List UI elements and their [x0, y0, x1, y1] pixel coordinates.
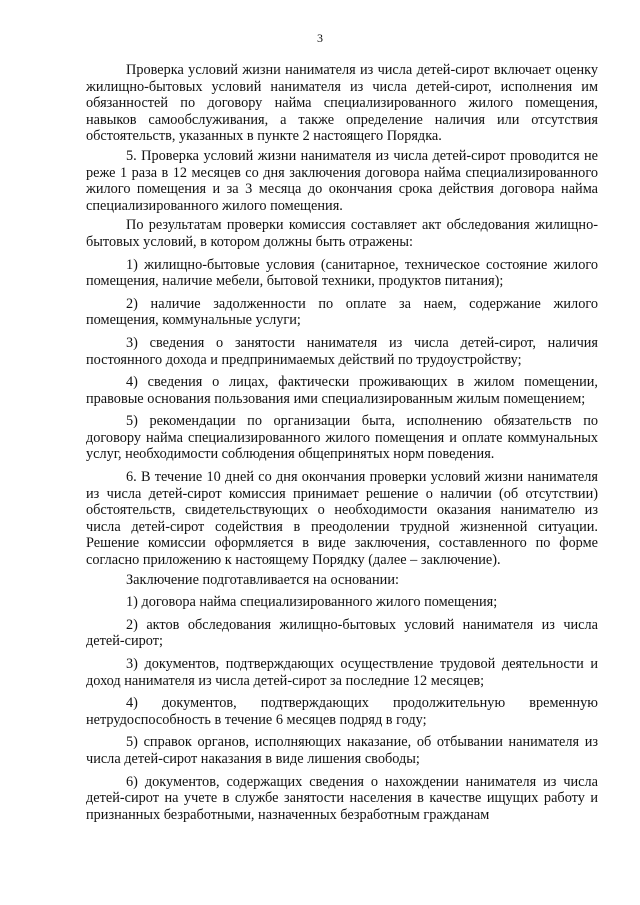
paragraph-intro: Проверка условий жизни нанимателя из числа детей-сирот включает оценку жилищно-бытовых условий нанимателя из числа детей-сирот, исполнения им обязанностей по договору найма специализированного жилого помещения, навыков самообслуживания, а также определение наличия или отсутствия обстоятельств, указанных в пункте 2 настоящего Порядка.	[86, 62, 598, 145]
list-item-act-1: 1) жилищно-бытовые условия (санитарное, техническое состояние жилого помещения, наличие мебели, бытовой техники, продуктов питания);	[86, 256, 598, 290]
list-item-basis-4: 4) документов, подтверждающих продолжительную временную нетрудоспособность в течение 6 месяцев подряд в году;	[86, 695, 598, 728]
page-number: 3	[317, 31, 323, 45]
document-body	[86, 62, 598, 823]
list-item-act-3: 3) сведения о занятости нанимателя из числа детей-сирот, наличия постоянного дохода и предпринимаемых действий по трудоустройству;	[86, 334, 598, 368]
paragraph-item-6: 6. В течение 10 дней со дня окончания проверки условий жизни нанимателя из числа детей-сирот комиссия принимает решение о наличии (об отсутствии) обстоятельств, свидетельствующих о необходимости оказания нанимателю из числа детей-сирот содействия в преодолении трудной жизненной ситуации. Решение комиссии оформляется в виде заключения, составленного по форме согласно приложению к настоящему Порядку (далее – заключение).	[86, 469, 598, 569]
paragraph-basis-intro: Заключение подготавливается на основании:	[126, 571, 399, 588]
list-item-basis-2: 2) актов обследования жилищно-бытовых условий нанимателя из числа детей-сирот;	[86, 616, 598, 650]
paragraph-act-intro: По результатам проверки комиссия составляет акт обследования жилищно-бытовых условий, в котором должны быть отражены:	[86, 217, 598, 250]
paragraph-item-5: 5. Проверка условий жизни нанимателя из числа детей-сирот проводится не реже 1 раза в 12 месяцев со дня заключения договора найма специализированного жилого помещения и за 3 месяца до окончания срока действия договора найма специализированного жилого помещения.	[86, 147, 598, 214]
list-item-basis-3: 3) документов, подтверждающих осуществление трудовой деятельности и доход нанимателя из числа детей-сирот за последние 12 месяцев;	[86, 656, 598, 689]
list-item-basis-6: 6) документов, содержащих сведения о нахождении нанимателя из числа детей-сирот на учете в службе занятости населения в качестве ищущих работу и признанных безработными, назначенных безработным гражданам	[86, 773, 598, 823]
list-item-basis-5: 5) справок органов, исполняющих наказание, об отбывании нанимателя из числа детей-сирот наказания в виде лишения свободы;	[86, 734, 598, 767]
list-item-basis-1: 1) договора найма специализированного жилого помещения;	[126, 594, 498, 611]
list-item-act-5: 5) рекомендации по организации быта, исполнению обязательств по договору найма специализированного жилого помещения и оплате коммунальных услуг, необходимости соблюдения общепринятых норм поведения.	[86, 413, 598, 463]
list-item-act-2: 2) наличие задолженности по оплате за наем, содержание жилого помещения, коммунальные услуги;	[86, 295, 598, 329]
list-item-act-4: 4) сведения о лицах, фактически проживающих в жилом помещении, правовые основания пользования ими специализированным жилым помещением;	[86, 374, 598, 407]
